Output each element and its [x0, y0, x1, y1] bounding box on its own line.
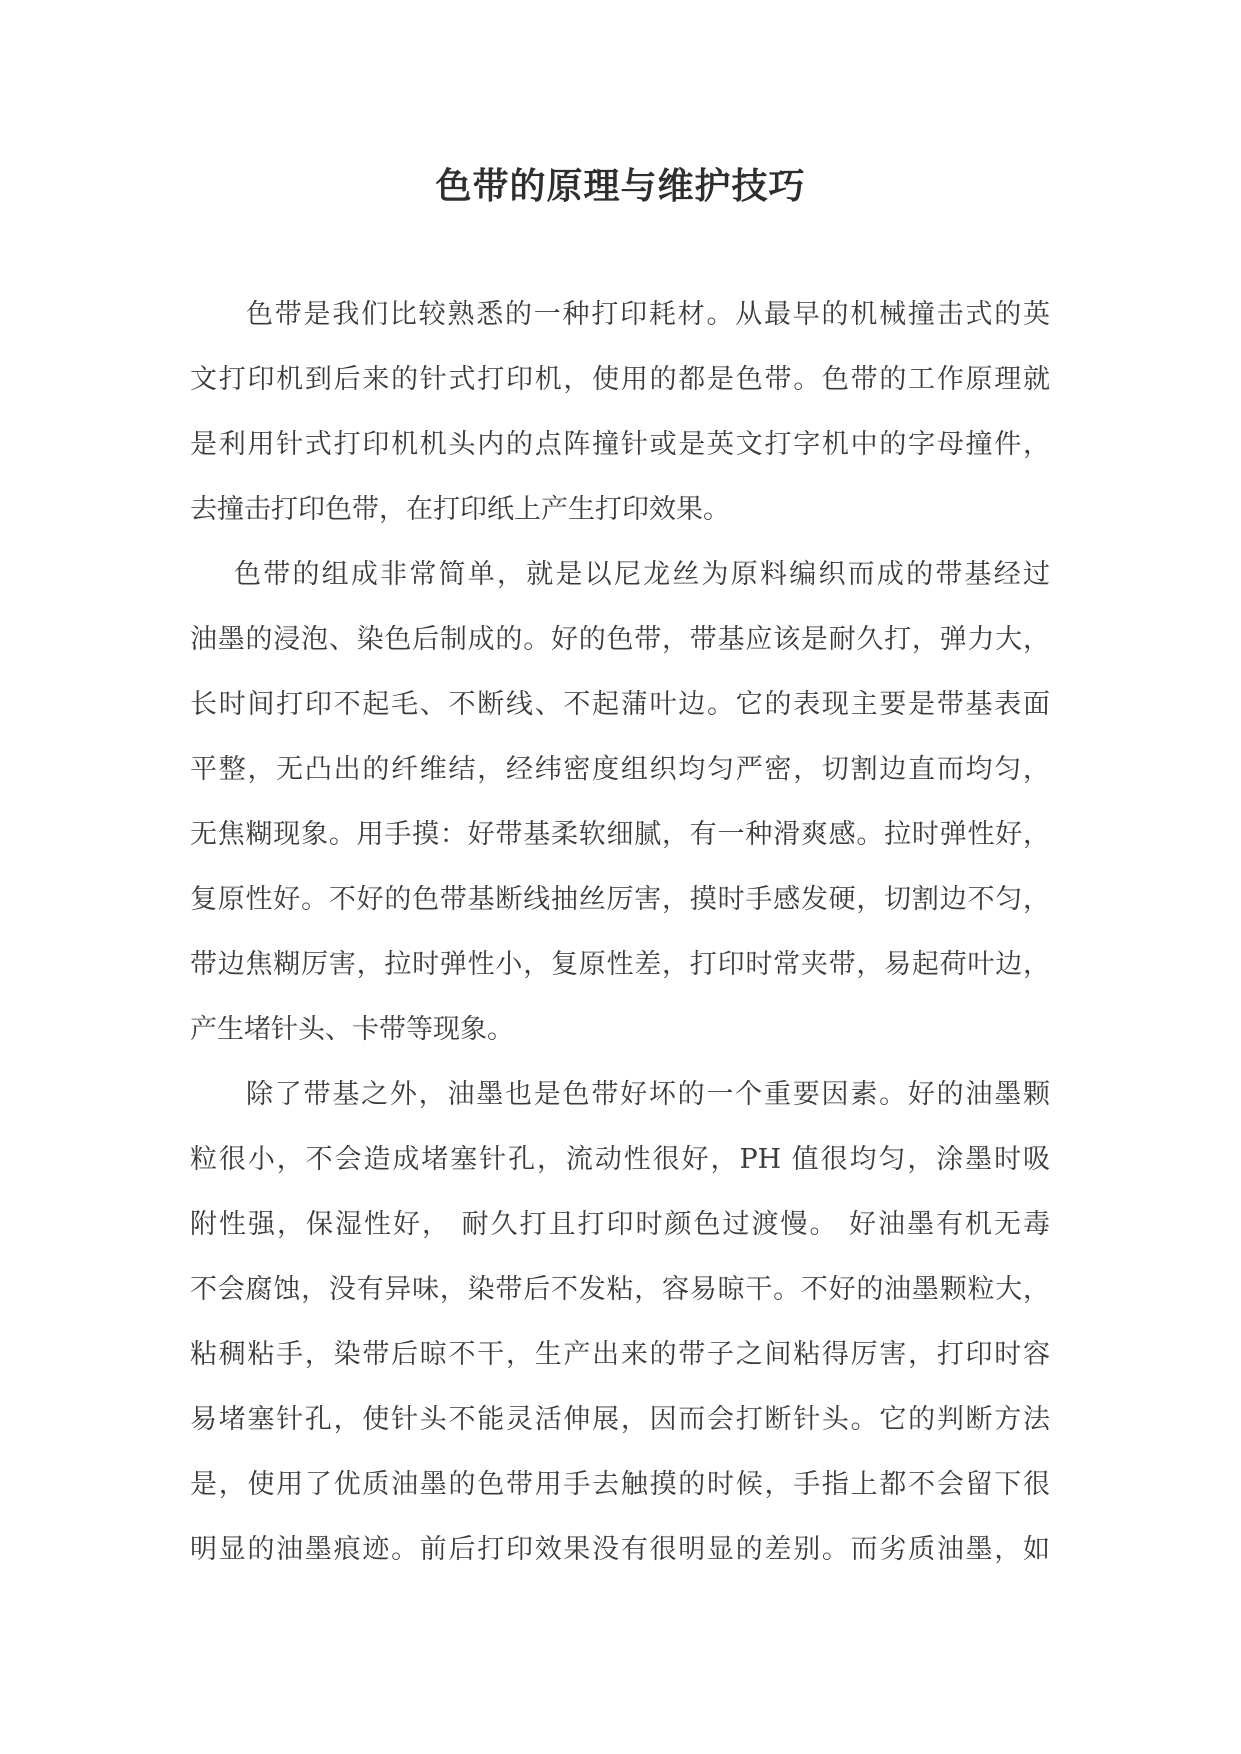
text-line: 带边焦糊厉害，拉时弹性小，复原性差，打印时常夹带，易起荷叶边， — [190, 949, 1050, 980]
text-line: 明显的油墨痕迹。前后打印效果没有很明显的差别。而劣质油墨，如 — [190, 1534, 1050, 1565]
document-title: 色带的原理与维护技巧 — [435, 165, 806, 207]
text-line: 长时间打印不起毛、不断线、不起蒲叶边。它的表现主要是带基表面 — [190, 689, 1050, 720]
text-line: 不会腐蚀，没有异味，染带后不发粘，容易晾干。不好的油墨颗粒大， — [190, 1274, 1050, 1305]
text-line: 除了带基之外，油墨也是色带好坏的一个重要因素。好的油墨颗 — [246, 1079, 1050, 1110]
text-line: 油墨的浸泡、染色后制成的。好的色带，带基应该是耐久打，弹力大， — [190, 624, 1050, 655]
text-line: 粘稠粘手，染带后晾不干，生产出来的带子之间粘得厉害，打印时容 — [190, 1339, 1050, 1370]
text-line: 复原性好。不好的色带基断线抽丝厉害，摸时手感发硬，切割边不匀， — [190, 884, 1050, 915]
text-line: 色带是我们比较熟悉的一种打印耗材。从最早的机械撞击式的英 — [246, 299, 1050, 330]
text-line: 平整，无凸出的纤维结，经纬密度组织均匀严密，切割边直而均匀， — [190, 754, 1050, 785]
text-line: 粒很小，不会造成堵塞针孔，流动性很好，PH 值很均匀，涂墨时吸 — [190, 1144, 1050, 1175]
text-line: 是，使用了优质油墨的色带用手去触摸的时候，手指上都不会留下很 — [190, 1469, 1050, 1500]
text-line: 色带的组成非常简单，就是以尼龙丝为原料编织而成的带基经过 — [234, 559, 1050, 590]
text-line: 文打印机到后来的针式打印机，使用的都是色带。色带的工作原理就 — [190, 364, 1050, 395]
text-line: 产生堵针头、卡带等现象。 — [190, 1014, 514, 1045]
document-body — [190, 290, 1050, 1590]
text-line: 无焦糊现象。用手摸：好带基柔软细腻，有一种滑爽感。拉时弹性好， — [190, 819, 1050, 850]
text-line: 易堵塞针孔，使针头不能灵活伸展，因而会打断针头。它的判断方法 — [190, 1404, 1050, 1435]
text-line: 是利用针式打印机机头内的点阵撞针或是英文打字机中的字母撞件， — [190, 429, 1050, 460]
text-line: 去撞击打印色带，在打印纸上产生打印效果。 — [190, 494, 730, 525]
text-line: 附性强，保湿性好， 耐久打且打印时颜色过渡慢。 好油墨有机无毒 — [190, 1209, 1050, 1240]
